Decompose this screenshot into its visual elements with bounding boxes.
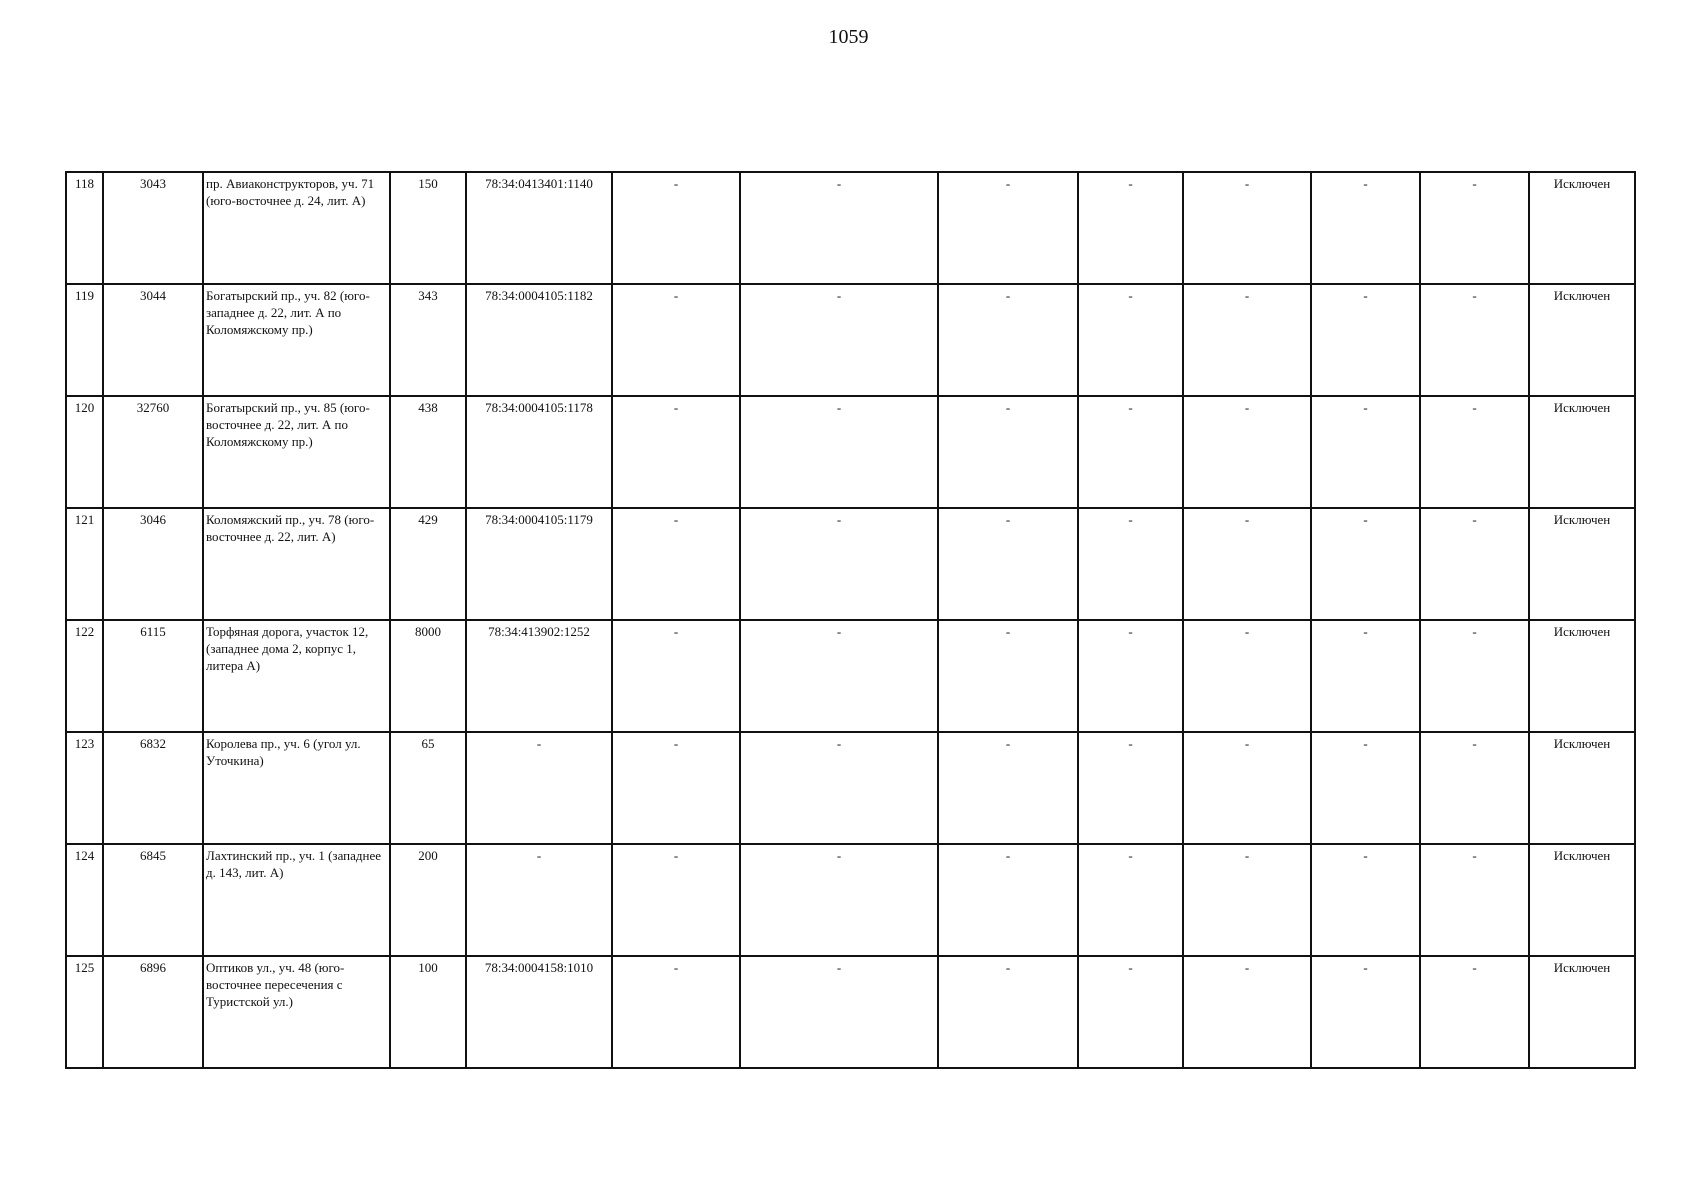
status-cell: Исключен	[1529, 844, 1635, 956]
row-number-cell: 121	[66, 508, 103, 620]
column-7-cell: -	[740, 284, 938, 396]
column-11-cell: -	[1311, 284, 1420, 396]
column-11-cell: -	[1311, 732, 1420, 844]
column-9-cell: -	[1078, 732, 1183, 844]
row-number-cell: 124	[66, 844, 103, 956]
column-11-cell: -	[1311, 620, 1420, 732]
status-cell: Исключен	[1529, 172, 1635, 284]
column-9-cell: -	[1078, 844, 1183, 956]
column-10-cell: -	[1183, 172, 1311, 284]
column-12-cell: -	[1420, 732, 1529, 844]
column-7-cell: -	[740, 172, 938, 284]
address-cell: пр. Авиаконструкторов, уч. 71 (юго-восточнее д. 24, лит. А)	[203, 172, 390, 284]
table-row	[66, 396, 1635, 508]
page-number: 1059	[828, 26, 869, 48]
column-9-cell: -	[1078, 620, 1183, 732]
column-6-cell: -	[612, 508, 740, 620]
address-cell: Королева пр., уч. 6 (угол ул. Уточкина)	[203, 732, 390, 844]
status-cell: Исключен	[1529, 508, 1635, 620]
column-8-cell: -	[938, 284, 1078, 396]
column-9-cell: -	[1078, 508, 1183, 620]
column-12-cell: -	[1420, 284, 1529, 396]
column-8-cell: -	[938, 620, 1078, 732]
address-cell: Богатырский пр., уч. 85 (юго-восточнее д. 22, лит. А по Коломяжскому пр.)	[203, 396, 390, 508]
column-9-cell: -	[1078, 956, 1183, 1068]
column-7-cell: -	[740, 620, 938, 732]
cadastral-number-cell: 78:34:0413401:1140	[466, 172, 612, 284]
table-row	[66, 956, 1635, 1068]
column-6-cell: -	[612, 620, 740, 732]
cadastral-number-cell: -	[466, 732, 612, 844]
area-cell: 150	[390, 172, 466, 284]
object-id-cell: 3046	[103, 508, 203, 620]
status-cell: Исключен	[1529, 284, 1635, 396]
column-6-cell: -	[612, 284, 740, 396]
object-id-cell: 3044	[103, 284, 203, 396]
address-cell: Оптиков ул., уч. 48 (юго-восточнее пересечения с Туристской ул.)	[203, 956, 390, 1068]
status-cell: Исключен	[1529, 620, 1635, 732]
column-12-cell: -	[1420, 956, 1529, 1068]
column-7-cell: -	[740, 396, 938, 508]
records-table	[65, 171, 1636, 1069]
table-row	[66, 508, 1635, 620]
column-10-cell: -	[1183, 844, 1311, 956]
cadastral-number-cell: 78:34:413902:1252	[466, 620, 612, 732]
table-row	[66, 284, 1635, 396]
object-id-cell: 3043	[103, 172, 203, 284]
object-id-cell: 6832	[103, 732, 203, 844]
area-cell: 65	[390, 732, 466, 844]
table-row	[66, 172, 1635, 284]
cadastral-number-cell: 78:34:0004105:1178	[466, 396, 612, 508]
table-row	[66, 620, 1635, 732]
records-table-body	[66, 172, 1635, 1068]
row-number-cell: 123	[66, 732, 103, 844]
area-cell: 100	[390, 956, 466, 1068]
column-10-cell: -	[1183, 396, 1311, 508]
object-id-cell: 6115	[103, 620, 203, 732]
object-id-cell: 6845	[103, 844, 203, 956]
column-10-cell: -	[1183, 508, 1311, 620]
table-row	[66, 732, 1635, 844]
column-10-cell: -	[1183, 956, 1311, 1068]
column-8-cell: -	[938, 732, 1078, 844]
column-11-cell: -	[1311, 844, 1420, 956]
column-8-cell: -	[938, 844, 1078, 956]
column-7-cell: -	[740, 508, 938, 620]
column-12-cell: -	[1420, 172, 1529, 284]
column-12-cell: -	[1420, 844, 1529, 956]
column-8-cell: -	[938, 396, 1078, 508]
row-number-cell: 125	[66, 956, 103, 1068]
area-cell: 343	[390, 284, 466, 396]
status-cell: Исключен	[1529, 732, 1635, 844]
column-7-cell: -	[740, 732, 938, 844]
column-8-cell: -	[938, 172, 1078, 284]
column-9-cell: -	[1078, 172, 1183, 284]
row-number-cell: 120	[66, 396, 103, 508]
column-12-cell: -	[1420, 620, 1529, 732]
row-number-cell: 122	[66, 620, 103, 732]
column-12-cell: -	[1420, 508, 1529, 620]
column-11-cell: -	[1311, 508, 1420, 620]
column-7-cell: -	[740, 844, 938, 956]
address-cell: Богатырский пр., уч. 82 (юго-западнее д. 22, лит. А по Коломяжскому пр.)	[203, 284, 390, 396]
object-id-cell: 6896	[103, 956, 203, 1068]
column-6-cell: -	[612, 172, 740, 284]
table-row	[66, 844, 1635, 956]
object-id-cell: 32760	[103, 396, 203, 508]
column-9-cell: -	[1078, 284, 1183, 396]
column-6-cell: -	[612, 956, 740, 1068]
column-6-cell: -	[612, 396, 740, 508]
column-11-cell: -	[1311, 956, 1420, 1068]
column-9-cell: -	[1078, 396, 1183, 508]
column-10-cell: -	[1183, 284, 1311, 396]
row-number-cell: 118	[66, 172, 103, 284]
address-cell: Торфяная дорога, участок 12, (западнее дома 2, корпус 1, литера А)	[203, 620, 390, 732]
area-cell: 429	[390, 508, 466, 620]
status-cell: Исключен	[1529, 956, 1635, 1068]
area-cell: 200	[390, 844, 466, 956]
column-12-cell: -	[1420, 396, 1529, 508]
column-8-cell: -	[938, 956, 1078, 1068]
address-cell: Лахтинский пр., уч. 1 (западнее д. 143, лит. А)	[203, 844, 390, 956]
column-10-cell: -	[1183, 732, 1311, 844]
column-7-cell: -	[740, 956, 938, 1068]
column-6-cell: -	[612, 844, 740, 956]
address-cell: Коломяжский пр., уч. 78 (юго-восточнее д. 22, лит. А)	[203, 508, 390, 620]
column-6-cell: -	[612, 732, 740, 844]
column-8-cell: -	[938, 508, 1078, 620]
column-11-cell: -	[1311, 396, 1420, 508]
status-cell: Исключен	[1529, 396, 1635, 508]
row-number-cell: 119	[66, 284, 103, 396]
cadastral-number-cell: 78:34:0004105:1179	[466, 508, 612, 620]
area-cell: 8000	[390, 620, 466, 732]
cadastral-number-cell: 78:34:0004105:1182	[466, 284, 612, 396]
cadastral-number-cell: 78:34:0004158:1010	[466, 956, 612, 1068]
area-cell: 438	[390, 396, 466, 508]
column-11-cell: -	[1311, 172, 1420, 284]
column-10-cell: -	[1183, 620, 1311, 732]
cadastral-number-cell: -	[466, 844, 612, 956]
